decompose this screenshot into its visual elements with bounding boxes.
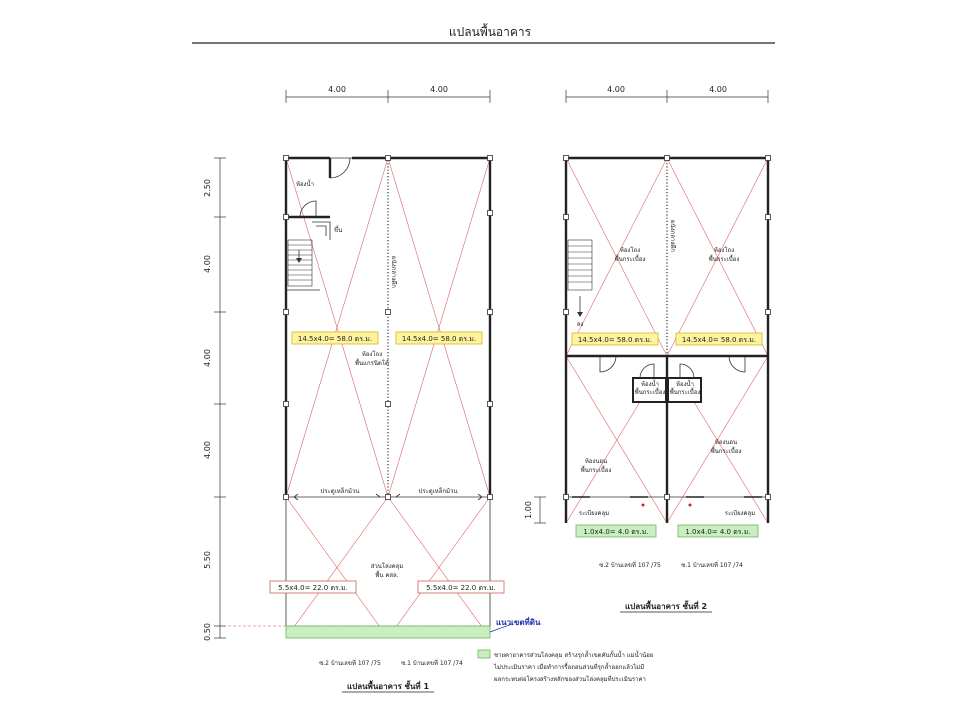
f1-covered-area-right: 5.5x4.0= 22.0 ตร.ม. bbox=[426, 584, 496, 592]
f1-door-left: ประตูเหล็กม้วน bbox=[320, 488, 360, 495]
legend-line-2: ไม่ประเมินราคา เมื่อทำการรื้อถอนส่วนที่รุกล้ำออกแล้วไม่มี bbox=[494, 664, 645, 671]
f1-main-room-floor: พื้นแกรนิตโต้ bbox=[355, 360, 389, 367]
dim-f1-top-right: 4.00 bbox=[430, 85, 448, 94]
f1-covered-floor: พื้น คสล. bbox=[375, 572, 399, 579]
f2-bed-right-floor: พื้นกระเบื้อง bbox=[710, 448, 742, 455]
f2-bath-left-label: ห้องน้ำ bbox=[641, 381, 659, 388]
f2-down-label: ลง bbox=[576, 321, 584, 328]
dim-f2-top-left: 4.00 bbox=[607, 85, 625, 94]
f1-door-right: ประตูเหล็กม้วน bbox=[418, 488, 458, 495]
f2-hall-right-label: ห้องโถง bbox=[713, 247, 735, 254]
dim-v-6: 0.50 bbox=[203, 623, 212, 641]
f2-hall-right-floor: พื้นกระเบื้อง bbox=[708, 256, 740, 263]
f2-bath-left-floor: พื้นกระเบื้อง bbox=[634, 389, 666, 396]
dim-f2-front: 1.00 bbox=[524, 501, 533, 519]
f2-bath-right-label: ห้องน้ำ bbox=[676, 381, 694, 388]
f2-caption: แปลนพื้นอาคาร ชั้นที่ 2 bbox=[624, 602, 708, 611]
dim-v-4: 4.00 bbox=[203, 441, 212, 459]
legend-swatch bbox=[478, 650, 490, 658]
f1-unit-left: ซ.2 บ้านเลขที่ 107 /75 bbox=[319, 660, 381, 667]
f2-unit-left: ซ.2 บ้านเลขที่ 107 /75 bbox=[599, 562, 661, 569]
f1-covered-area-left: 5.5x4.0= 22.0 ตร.ม. bbox=[278, 584, 348, 592]
dim-v-1: 2.50 bbox=[203, 179, 212, 197]
f1-caption: แปลนพื้นอาคาร ชั้นที่ 1 bbox=[346, 682, 430, 691]
f1-up-label: ขึ้น bbox=[334, 227, 343, 234]
legend bbox=[478, 649, 653, 683]
f1-wall-center-label: ผนังกลางตึก bbox=[390, 256, 397, 288]
f2-hall-left-label: ห้องโถง bbox=[619, 247, 641, 254]
f2-area-right: 14.5x4.0= 58.0 ตร.ม. bbox=[681, 336, 757, 344]
dim-f1-top-left: 4.00 bbox=[328, 85, 346, 94]
f1-unit-right: ซ.1 บ้านเลขที่ 107 /74 bbox=[401, 660, 463, 667]
f1-covered-label: ส่วนโล่งคลุม bbox=[370, 563, 404, 570]
f1-boundary-label: แนวเขตที่ดิน bbox=[496, 618, 541, 627]
f1-main-room-label: ห้องโถง bbox=[361, 351, 383, 358]
floor1-plan bbox=[203, 85, 541, 692]
f1-area-left: 14.5x4.0= 58.0 ตร.ม. bbox=[297, 335, 373, 343]
f2-wall-center-label: ผนังกลางตึก bbox=[669, 220, 676, 252]
f2-balcony-area-left: 1.0x4.0= 4.0 ตร.ม. bbox=[583, 528, 649, 536]
dim-v-5: 5.50 bbox=[203, 551, 212, 569]
f2-bed-right-label: ห้องนอน bbox=[714, 439, 738, 446]
f2-balcony-right: ระเบียงคลุม bbox=[724, 510, 756, 517]
f2-balcony-area-right: 1.0x4.0= 4.0 ตร.ม. bbox=[685, 528, 751, 536]
dim-v-2: 4.00 bbox=[203, 255, 212, 273]
legend-line-3: ผลกระทบต่อโครงสร้างหลักของส่วนโล่งคลุมที่ประเมินราคา bbox=[494, 676, 646, 683]
f1-bathroom-label: ห้องน้ำ bbox=[296, 181, 314, 188]
floor2-plan bbox=[524, 85, 771, 612]
f2-bed-left-floor: พื้นกระเบื้อง bbox=[580, 467, 612, 474]
f2-area-left: 14.5x4.0= 58.0 ตร.ม. bbox=[577, 336, 653, 344]
f2-hall-left-floor: พื้นกระเบื้อง bbox=[614, 256, 646, 263]
f2-balcony-left: ระเบียงคลุม bbox=[578, 510, 610, 517]
f2-bed-left-label: ห้องนอน bbox=[584, 458, 608, 465]
f2-bath-right-floor: พื้นกระเบื้อง bbox=[669, 389, 701, 396]
page-title: แปลนพื้นอาคาร bbox=[448, 25, 532, 39]
legend-line-1: ชายคาอาคารส่วนโล่งคลุม สร้างรุกล้ำเขตคันกั้นน้ำ แม่น้ำน้อย bbox=[494, 652, 654, 659]
f2-unit-right: ซ.1 บ้านเลขที่ 107 /74 bbox=[681, 562, 743, 569]
dim-v-3: 4.00 bbox=[203, 349, 212, 367]
dim-f2-top-right: 4.00 bbox=[709, 85, 727, 94]
f1-area-right: 14.5x4.0= 58.0 ตร.ม. bbox=[401, 335, 477, 343]
